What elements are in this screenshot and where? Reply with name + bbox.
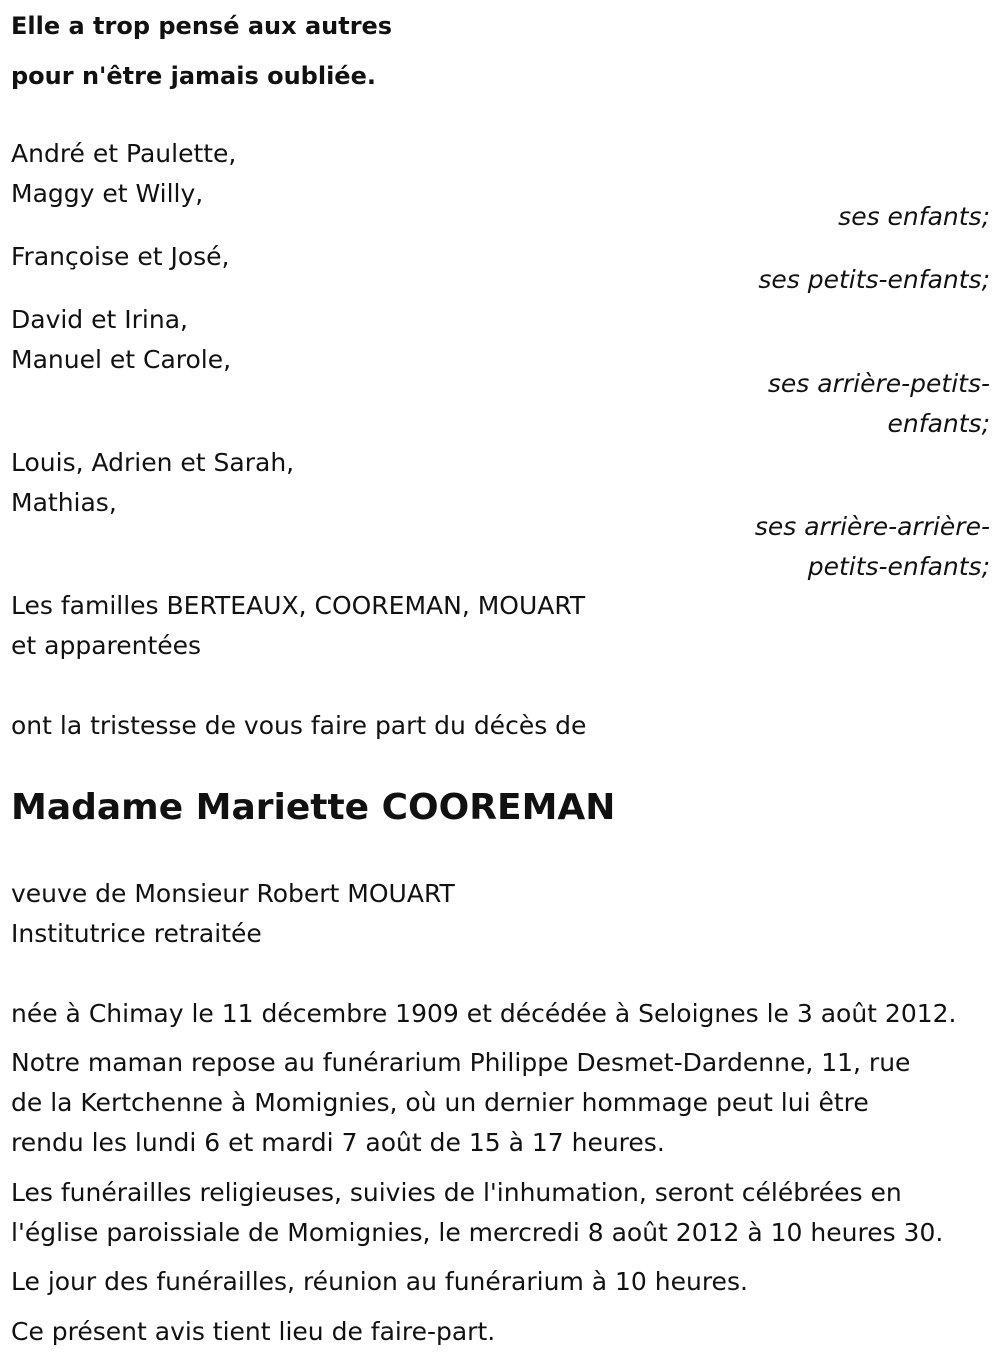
grandchildren-line-1: Françoise et José, [11,242,230,271]
deceased-spouse: veuve de Monsieur Robert MOUART [11,879,455,908]
great-grandchildren-line-2: Manuel et Carole, [11,345,232,374]
funeral-line-2: l'église paroissiale de Momignies, le mercredi 8 août 2012 à 10 heures 30. [11,1218,944,1247]
rest-line-3: rendu les lundi 6 et mardi 7 août de 15 à 17 heures. [11,1128,665,1157]
children-line-2: Maggy et Willy, [11,179,204,208]
rest-line-1: Notre maman repose au funérarium Philippe Desmet-Dardenne, 11, rue [11,1048,911,1077]
great-grandchildren-role-line-2: enfants; [887,409,990,438]
great-grandchildren-line-1: David et Irina, [11,305,188,334]
children-line-1: André et Paulette, [11,139,237,168]
announcement-text: ont la tristesse de vous faire part du décès de [11,711,587,740]
great-great-grandchildren-role-line-1: ses arrière-arrière- [754,512,990,541]
rest-line-2: de la Kertchenne à Momignies, où un dernier hommage peut lui être [11,1088,869,1117]
deceased-profession: Institutrice retraitée [11,919,262,948]
children-role: ses enfants; [838,202,990,231]
great-grandchildren-role-line-1: ses arrière-petits- [767,369,990,398]
funeral-line-1: Les funérailles religieuses, suivies de l'inhumation, seront célébrées en [11,1178,902,1207]
great-great-grandchildren-role-line-2: petits-enfants; [807,552,990,581]
grandchildren-role: ses petits-enfants; [758,265,990,294]
birth-death-text: née à Chimay le 11 décembre 1909 et décédée à Seloignes le 3 août 2012. [11,999,957,1028]
meeting-text: Le jour des funérailles, réunion au funérarium à 10 heures. [11,1267,748,1296]
notice-text: Ce présent avis tient lieu de faire-part. [11,1317,496,1346]
families-line-1: Les familles BERTEAUX, COOREMAN, MOUART [11,591,586,620]
great-great-grandchildren-line-2: Mathias, [11,488,117,517]
families-line-2: et apparentées [11,631,202,660]
deceased-name: Madame Mariette COOREMAN [11,787,616,828]
epigraph-line-2: pour n'être jamais oubliée. [11,62,376,90]
epigraph-line-1: Elle a trop pensé aux autres [11,12,393,40]
great-great-grandchildren-line-1: Louis, Adrien et Sarah, [11,448,295,477]
